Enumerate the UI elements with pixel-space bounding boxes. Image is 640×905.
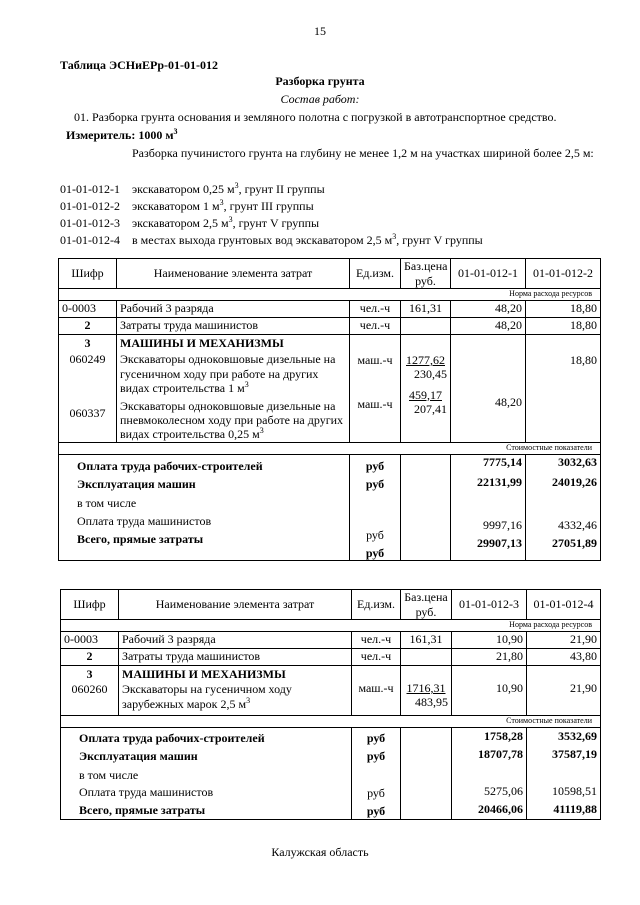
- table-row: 0-0003 Рабочий 3 разряда чел.-ч 161,31 10,90 21,90: [61, 632, 601, 649]
- header-col-2: 01-01-012-2: [526, 259, 601, 289]
- footer-region: Калужская область: [271, 845, 369, 859]
- page-number: 15: [314, 24, 326, 38]
- header-col-1: 01-01-012-1: [451, 259, 526, 289]
- machines-block: 3 060260 МАШИНЫ И МЕХАНИЗМЫ Экскаваторы на гусеничном ходу зарубежных марок 2,5 $м^3$ маш.-ч 1716,31 483,95 10,90 21,90: [61, 666, 601, 716]
- code-line: 01-01-012-2 экскаватором 1 $м^3$, грунт III группы: [60, 198, 314, 213]
- table-row: 0-0003 Рабочий 3 разряда чел.-ч 161,31 48,20 18,80: [59, 301, 601, 318]
- work-item: 01. Разборка грунта основания и земляного полотна с погрузкой в автотранспортное средство.: [74, 110, 557, 124]
- code-line: 01-01-012-3 экскаватором 2,5 $м^3$, грунт V группы: [60, 215, 320, 230]
- header-col-1: 01-01-012-3: [452, 590, 527, 620]
- norm-label: Норма расхода ресурсов: [59, 289, 601, 301]
- header-price: Баз.цена руб.: [401, 259, 451, 289]
- section-title: Разборка грунта: [275, 74, 365, 88]
- norm-label: Норма расхода ресурсов: [61, 620, 601, 632]
- cost-block: Оплата труда рабочих-строителей Эксплуатация машин в том числе Оплата труда машинистов Всего, прямые затраты руб руб руб руб 1758,28 18707,78 5275,06 20466,06 3532,69 37587,19 10598,51 41119,88: [61, 728, 601, 820]
- description: Разборка пучинистого грунта на глубину не менее 1,2 м на участках шириной более 2,5 м:: [132, 146, 594, 160]
- cost-label: Стоимостные показатели: [61, 716, 601, 728]
- header-code: Шифр: [59, 259, 117, 289]
- header-unit: Ед.изм.: [350, 259, 401, 289]
- cost-label: Стоимостные показатели: [59, 442, 601, 454]
- code-line: 01-01-012-4 в местах выхода грунтовых вод экскаватором 2,5 $м^3$, грунт V группы: [60, 232, 483, 247]
- machines-block: 3 060249 060337 МАШИНЫ И МЕХАНИЗМЫ Экскаваторы одноковшовые дизельные на гусеничном ходу при работе на других видах строительства 1 $м^3$ Экскаваторы одноковшовые дизельные на пневмоколесном ходу при работе на других видах строительства 0,25 $м^3$ маш.-ч маш.-ч 1277,62 230,45 459,17 207,41 48,20 18,80: [59, 335, 601, 443]
- code-line: 01-01-012-1 экскаватором 0,25 $м^3$, грунт II группы: [60, 181, 325, 196]
- cost-block: Оплата труда рабочих-строителей Эксплуатация машин в том числе Оплата труда машинистов Всего, прямые затраты руб руб руб руб 7775,14 22131,99 9997,16 29907,13 3032,63 24019,26 4332,46 27051,89: [59, 454, 601, 561]
- meter-label: Измеритель: 1000 $м^3$: [66, 127, 178, 142]
- resource-table-1: [58, 258, 601, 561]
- header-col-2: 01-01-012-4: [527, 590, 601, 620]
- table-title: Таблица ЭСНиЕРр-01-01-012: [60, 58, 219, 72]
- resource-table-2: [60, 589, 601, 820]
- work-label: Состав работ:: [280, 92, 360, 106]
- header-unit: Ед.изм.: [352, 590, 401, 620]
- header-code: Шифр: [61, 590, 119, 620]
- header-price: Баз.цена руб.: [401, 590, 452, 620]
- header-name: Наименование элемента затрат: [119, 590, 352, 620]
- table-row: 2 Затраты труда машинистов чел.-ч 21,80 43,80: [61, 649, 601, 666]
- table-row: 2 Затраты труда машинистов чел.-ч 48,20 18,80: [59, 318, 601, 335]
- header-name: Наименование элемента затрат: [117, 259, 350, 289]
